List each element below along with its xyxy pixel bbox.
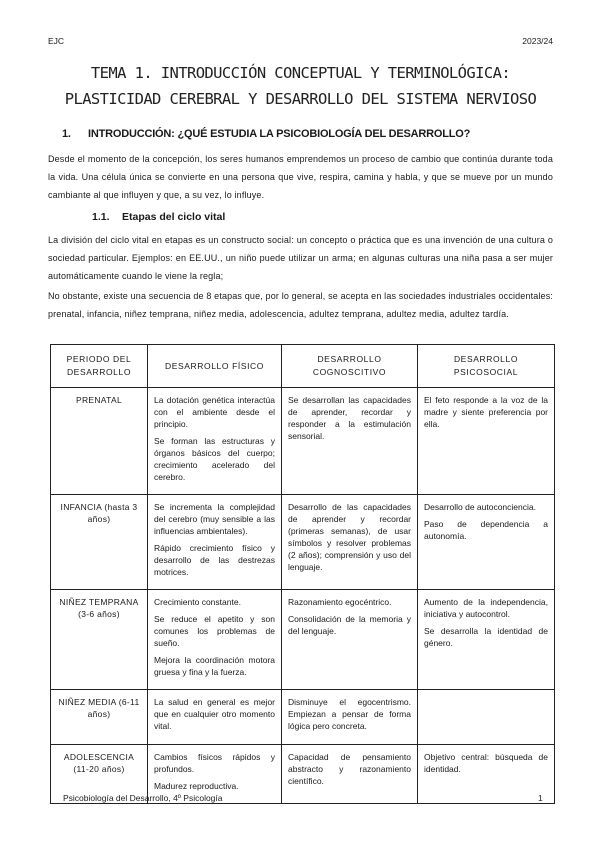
fisico-text: Crecimiento constante. xyxy=(154,597,241,607)
table-row xyxy=(51,495,555,590)
section-1-title: INTRODUCCIÓN: ¿QUÉ ESTUDIA LA PSICOBIOLOGÍA DEL DESARROLLO? xyxy=(88,128,471,140)
cognoscitivo-text: Capacidad de pensamiento abstracto y razonamiento científico. xyxy=(288,752,411,786)
paragraph-constructo-social: La división del ciclo vital en etapas es un constructo social: un concepto o práctica que es una invención de una cultura o sociedad particular. Ejemplos: en EE.UU., un niño puede utilizar un arma; en algunas culturas una niña pasa a ser mujer automáticamente cuando le viene la regla; xyxy=(48,235,553,281)
psicosocial-text: Objetivo central: búsqueda de identidad. xyxy=(424,752,548,774)
column-header-cognoscitivo: DESARROLLO COGNOSCITIVO xyxy=(282,345,418,388)
fisico-text: Se reduce el apetito y son comunes los problemas de sueño. xyxy=(154,614,275,648)
table-header-row xyxy=(51,345,555,388)
period-cell: ADOLESCENCIA (11-20 años) xyxy=(51,745,148,804)
header-left: EJC xyxy=(48,36,65,46)
fisico-cell xyxy=(148,590,282,690)
psicosocial-text: Desarrollo de autoconciencia. xyxy=(424,502,536,512)
footer-course: Psicobiología del Desarrollo, 4º Psicología xyxy=(63,793,223,803)
paragraph-ocho-etapas: No obstante, existe una secuencia de 8 etapas que, por lo general, se acepta en las sociedades industriales occidentales: prenatal, infancia, niñez temprana, niñez media, adolescencia, adultez temprana, adultez media, adultez tardía. xyxy=(48,291,553,319)
psicosocial-cell xyxy=(418,690,555,745)
psicosocial-text: Se desarrolla la identidad de género. xyxy=(424,626,548,648)
fisico-text: Madurez reproductiva. xyxy=(154,781,239,791)
cognoscitivo-text: Desarrollo de las capacidades de aprender y recordar (primeras semanas), de usar símbolos y resolver problemas (2 años); comprensión y uso del lenguaje. xyxy=(288,502,411,572)
cognoscitivo-cell xyxy=(282,590,418,690)
fisico-cell xyxy=(148,495,282,590)
section-1-1-title: Etapas del ciclo vital xyxy=(122,211,226,223)
psicosocial-cell xyxy=(418,590,555,690)
period-cell: NIÑEZ MEDIA (6-11 años) xyxy=(51,690,148,745)
period-cell: INFANCIA (hasta 3 años) xyxy=(51,495,148,590)
cognoscitivo-text: Disminuye el egocentrismo. Empiezan a pensar de forma lógica pero concreta. xyxy=(288,697,411,731)
table-row xyxy=(51,590,555,690)
table-row xyxy=(51,388,555,495)
intro-paragraph: Desde el momento de la concepción, los seres humanos emprendemos un proceso de cambio que continúa durante toda la vida. Una célula única se convierte en una persona que vive, respira, camina y habla, y que se mueve por un mundo cambiante al que influyen y que, a su vez, lo influye. xyxy=(48,154,553,200)
psicosocial-text: Aumento de la independencia, iniciativa y autocontrol. xyxy=(424,597,548,619)
fisico-text: Mejora la coordinación motora gruesa y fina y la fuerza. xyxy=(154,655,275,677)
fisico-text: Se forman las estructuras y órganos básicos del cuerpo; crecimiento acelerado del cerebro. xyxy=(154,436,275,482)
page-number: 1 xyxy=(538,793,543,803)
document-title: TEMA 1. INTRODUCCIÓN CONCEPTUAL Y TERMINOLÓGICA: PLASTICIDAD CEREBRAL Y DESARROLLO DEL SISTEMA NERVIOSO xyxy=(64,64,537,108)
fisico-cell xyxy=(148,388,282,495)
header-right: 2023/24 xyxy=(522,36,553,46)
section-1-1-number: 1.1. xyxy=(92,211,110,223)
cognoscitivo-text: Se desarrollan las capacidades de aprender, recordar y responder a la estimulación sensorial. xyxy=(288,395,411,441)
table-row xyxy=(51,690,555,745)
section-1-1-heading xyxy=(92,211,225,223)
section-1-number: 1. xyxy=(62,128,71,140)
fisico-text: Cambios físicos rápidos y profundos. xyxy=(154,752,275,774)
cognoscitivo-cell xyxy=(282,745,418,804)
cognoscitivo-cell xyxy=(282,495,418,590)
psicosocial-cell xyxy=(418,745,555,804)
cognoscitivo-text: Razonamiento egocéntrico. xyxy=(288,597,392,607)
psicosocial-cell xyxy=(418,495,555,590)
column-header-periodo: PERIODO DEL DESARROLLO xyxy=(51,345,148,388)
fisico-text: La salud en general es mejor que en cualquier otro momento vital. xyxy=(154,697,275,731)
column-header-fisico: DESARROLLO FÍSICO xyxy=(148,345,282,388)
fisico-text: Se incrementa la complejidad del cerebro (muy sensible a las influencias ambientales). xyxy=(154,502,275,536)
cognoscitivo-cell xyxy=(282,690,418,745)
psicosocial-cell xyxy=(418,388,555,495)
psicosocial-text: Paso de dependencia a autonomía. xyxy=(424,519,548,541)
period-cell: PRENATAL xyxy=(51,388,148,495)
cognoscitivo-cell xyxy=(282,388,418,495)
fisico-cell xyxy=(148,690,282,745)
fisico-text: Rápido crecimiento físico y desarrollo de las destrezas motrices. xyxy=(154,543,275,577)
period-cell: NIÑEZ TEMPRANA (3-6 años) xyxy=(51,590,148,690)
development-stages-table xyxy=(50,344,555,804)
fisico-text: La dotación genética interactúa con el ambiente desde el principio. xyxy=(154,395,275,429)
section-1-heading xyxy=(62,128,470,140)
psicosocial-text: El feto responde a la voz de la madre y siente preferencia por ella. xyxy=(424,395,548,429)
cognoscitivo-text: Consolidación de la memoria y del lenguaje. xyxy=(288,614,411,636)
column-header-psicosocial: DESARROLLO PSICOSOCIAL xyxy=(418,345,555,388)
